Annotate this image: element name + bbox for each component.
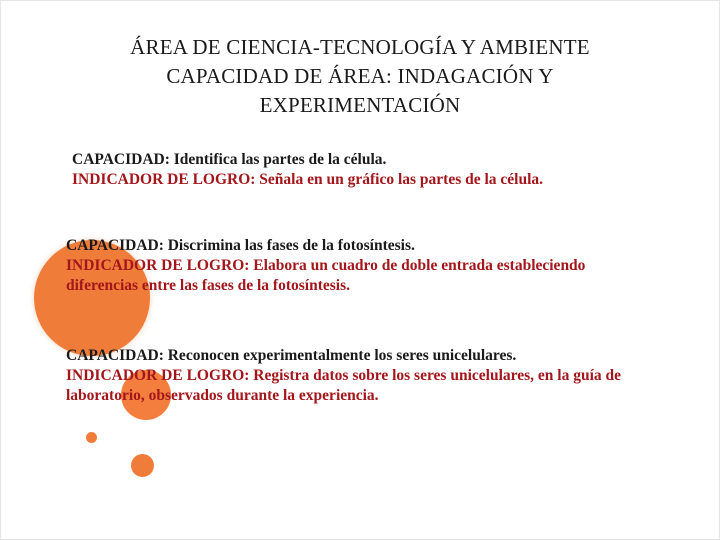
capacity-block-1 xyxy=(72,150,692,190)
indicator-text: INDICADOR DE LOGRO: Registra datos sobre los seres unicelulares, en la guía de laboratorio, observados durante la experiencia. xyxy=(66,367,621,404)
decorative-circle-small xyxy=(131,454,154,477)
indicator-text: INDICADOR DE LOGRO: Elabora un cuadro de doble entrada estableciendo diferencias entre las fases de la fotosíntesis. xyxy=(66,257,586,294)
capacity-text: CAPACIDAD: Discrimina las fases de la fotosíntesis. xyxy=(66,237,415,254)
decorative-dot xyxy=(86,432,97,443)
capacity-block-3 xyxy=(66,346,666,406)
slide-title xyxy=(40,33,680,120)
capacity-text: CAPACIDAD: Identifica las partes de la célula. xyxy=(72,151,387,168)
title-line-1: ÁREA DE CIENCIA-TECNOLOGÍA Y AMBIENTE xyxy=(130,35,590,59)
capacity-text: CAPACIDAD: Reconocen experimentalmente los seres unicelulares. xyxy=(66,347,517,364)
title-line-2: CAPACIDAD DE ÁREA: INDAGACIÓN Y xyxy=(166,64,554,88)
capacity-block-2 xyxy=(66,236,586,296)
title-line-3: EXPERIMENTACIÓN xyxy=(259,93,461,117)
indicator-text: INDICADOR DE LOGRO: Señala en un gráfico las partes de la célula. xyxy=(72,171,544,188)
